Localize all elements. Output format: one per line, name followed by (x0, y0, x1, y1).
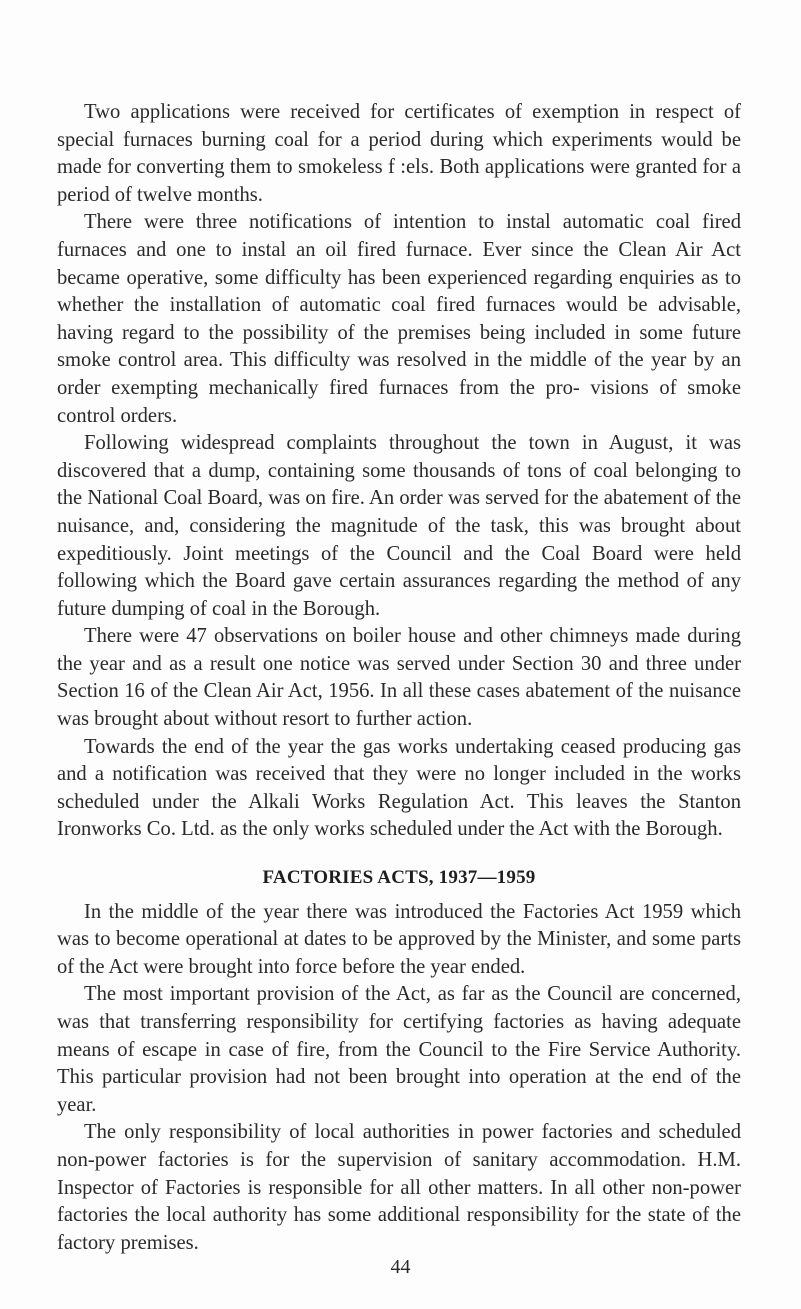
paragraph-means-of-escape: The most important provision of the Act, as far as the Council are concerned, was that transferring responsibility for certifying factories as having adequate means of escape in case of fire, from the Council to the Fire Service Authority. This particular provision had not been brought into operation at the end of the year. (57, 983, 741, 1116)
paragraph-exemption-certificates: Two applications were received for certificates of exemption in respect of special furnaces burning coal for a period during which experiments would be made for converting them to smokeless f :els. Both applications were granted for a period of twelve months. (57, 101, 741, 206)
paragraph-local-authority-responsibility: The only responsibility of local authorities in power factories and scheduled non-power factories is for the supervision of sanitary accommodation. H.M. Inspector of Factories is responsible for all other matters. In all other non-power factories the local authority has some additional responsibility for the state of the factory premises. (57, 1121, 741, 1254)
paragraph-gas-works: Towards the end of the year the gas works undertaking ceased producing gas and a notification was received that they were no longer included in the works scheduled under the Alkali Works Regulation Act. This leaves the Stanton Ironworks Co. Ltd. as the only works scheduled under the Act with the Borough. (57, 735, 741, 841)
paragraph-coal-dump-fire: Following widespread complaints throughout the town in August, it was discovered that a dump, containing some thousands of tons of coal belonging to the National Coal Board, was on fire. An order was served for the abatement of the nuisance, and, considering the magnitude of the task, this was brought about expeditiously. Joint meetings of the Council and the Coal Board were held following which the Board gave certain assurances regarding the method of any future dumping of coal in the Borough. (57, 432, 741, 620)
page-number: 44 (390, 1256, 411, 1278)
paragraph-furnace-notifications: There were three notifications of intention to instal automatic coal fired furnaces and one to instal an oil fired furnace. Ever since the Clean Air Act became operative, some difficulty has been experienced regarding enquiries as to whether the installation of automatic coal fired furnaces would be advisable, having regard to the possibility of the premises being included in some future smoke control area. This difficulty was resolved in the middle of the year by an order exempting mechanically fired furnaces from the pro- visions of smoke control orders. (57, 211, 741, 427)
paragraph-chimney-observations: There were 47 observations on boiler house and other chimneys made during the year and as a result one notice was served under Section 30 and three under Section 16 of the Clean Air Act, 1956. In all these cases abatement of the nuisance was brought about without resort to further action. (57, 625, 741, 731)
paragraph-factories-act-1959: In the middle of the year there was introduced the Factories Act 1959 which was to become operational at dates to be approved by the Minister, and some parts of the Act were brought into force before the year ended. (57, 900, 741, 978)
section-heading-factories-acts: FACTORIES ACTS, 1937—1959 (262, 867, 536, 889)
body-text (57, 99, 741, 1257)
